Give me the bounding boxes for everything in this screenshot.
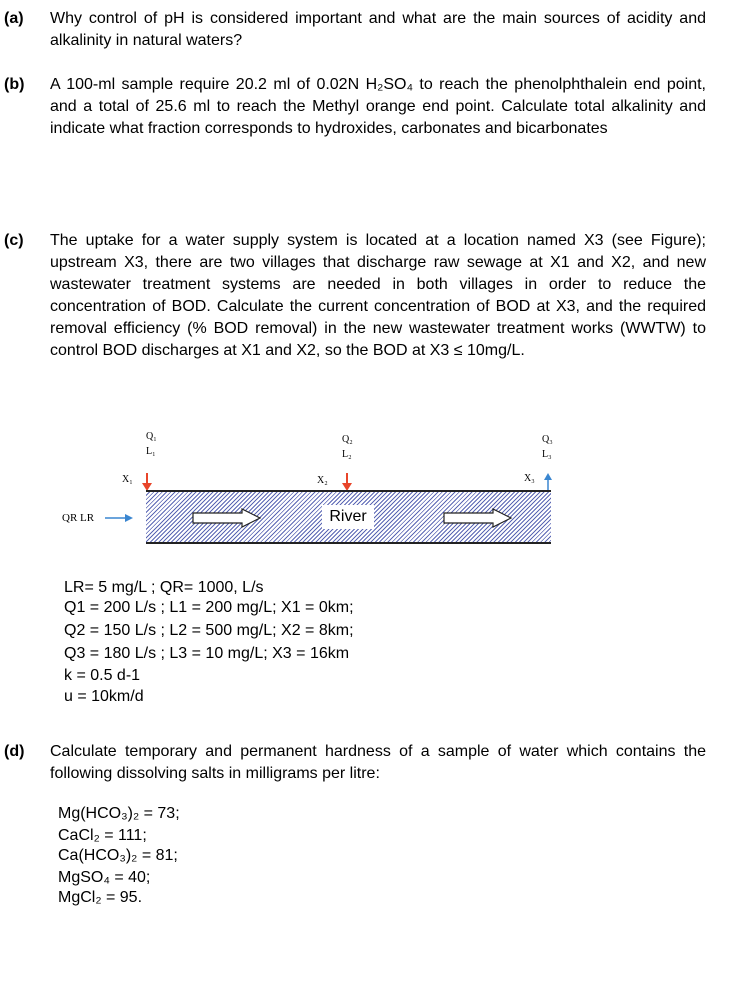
parameter-line: Q1 = 200 L/s ; L1 = 200 mg/L; X1 = 0km;	[64, 599, 354, 616]
flow-arrow-left-icon	[192, 508, 262, 528]
q2-label: Q₂	[342, 434, 353, 445]
x2-discharge-arrow-icon	[340, 472, 354, 492]
salt-line: MgCl₂ = 95.	[58, 889, 143, 906]
parameter-line: Q2 = 150 L/s ; L2 = 500 mg/L; X2 = 8km;	[64, 622, 354, 639]
x3-uptake-arrow-icon	[541, 472, 555, 492]
x2-label: X₂	[317, 475, 328, 486]
parameter-line: u = 10km/d	[64, 688, 144, 705]
inflow-arrow-icon	[104, 512, 134, 524]
l2-label: L₂	[342, 449, 352, 460]
question-b-label: (b)	[4, 76, 25, 93]
question-d-label: (d)	[4, 743, 25, 760]
l1-label: L₁	[146, 446, 156, 457]
question-c-label: (c)	[4, 232, 24, 249]
question-d-text: Calculate temporary and permanent hardness of a sample of water which contains the following dissolving salts in milligrams per litre:	[50, 743, 706, 782]
river-label: River	[322, 505, 374, 529]
question-a-label: (a)	[4, 10, 24, 27]
salt-line: Ca(HCO₃)₂ = 81;	[58, 847, 178, 864]
parameter-line: LR= 5 mg/L ; QR= 1000, L/s	[64, 579, 264, 596]
x1-discharge-arrow-icon	[140, 472, 154, 492]
x1-label: X₁	[122, 474, 133, 485]
salt-line: Mg(HCO₃)₂ = 73;	[58, 805, 180, 822]
inflow-label: QR LR	[62, 512, 95, 524]
flow-arrow-right-icon	[443, 508, 513, 528]
question-a-text: Why control of pH is considered important and what are the main sources of acidity and alkalinity in natural waters?	[50, 10, 706, 49]
salt-line: CaCl₂ = 111;	[58, 827, 147, 844]
salt-line: MgSO₄ = 40;	[58, 869, 151, 886]
parameter-line: k = 0.5 d-1	[64, 667, 141, 684]
question-c-text: The uptake for a water supply system is located at a location named X3 (see Figure); upstream X3, there are two villages that discharge raw sewage at X1 and X2, and new wastewater treatment systems are needed in both villages in order to reduce the concentration of BOD. Calculate the current concentration of BOD at X3, and the required removal efficiency (% BOD removal) in the new wastewater treatment works (WWTW) to control BOD discharges at X1 and X2, so the BOD at X3 ≤ 10mg/L.	[50, 232, 706, 359]
l3-label: L₃	[542, 449, 552, 460]
q3-label: Q₃	[542, 434, 553, 445]
q1-label: Q₁	[146, 431, 157, 442]
x3-label: X₃	[524, 473, 535, 484]
question-b-text: A 100-ml sample require 20.2 ml of 0.02N H₂SO₄ to reach the phenolphthalein end point, and a total of 25.6 ml to reach the Methyl orange end point. Calculate total alkalinity and indicate what fraction corresponds to hydroxides, carbonates and bicarbonates	[50, 76, 706, 137]
parameter-line: Q3 = 180 L/s ; L3 = 10 mg/L; X3 = 16km	[64, 645, 350, 662]
